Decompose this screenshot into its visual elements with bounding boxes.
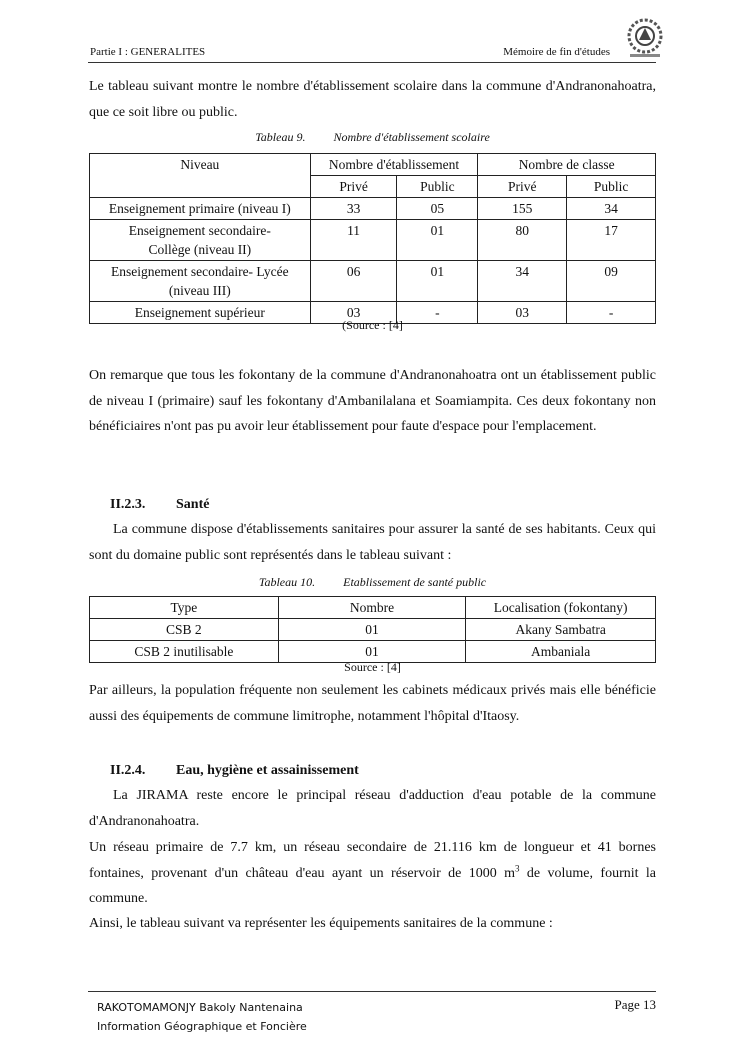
- network-text-b: de volume, fournit la commune.: [89, 865, 657, 907]
- cell-classe-public: 34: [567, 198, 656, 220]
- col-header-niveau: Niveau: [90, 154, 311, 198]
- cell-classe-prive: 80: [478, 220, 567, 261]
- cell-niveau: Enseignement supérieur: [90, 302, 311, 324]
- school-logo-icon: [624, 16, 666, 62]
- cell-etab-prive: 06: [310, 261, 397, 302]
- cell-classe-prive: 155: [478, 198, 567, 220]
- header-document-type: Mémoire de fin d'études: [503, 46, 610, 58]
- footer-program: Information Géographique et Foncière: [97, 1020, 307, 1033]
- cell-classe-public: 09: [567, 261, 656, 302]
- col-header-classe: Nombre de classe: [478, 154, 656, 176]
- health-establishments-table: [89, 596, 656, 663]
- cell-classe-public: -: [567, 302, 656, 324]
- table10-caption-title: Etablissement de santé public: [343, 575, 487, 589]
- jirama-paragraph: La JIRAMA reste encore le principal réseau d'adduction d'eau potable de la commune d'Andranonahoatra.: [89, 788, 656, 829]
- header-rule: [88, 62, 656, 63]
- table10-caption: [0, 575, 745, 590]
- subheader-classe-prive: Privé: [478, 176, 567, 198]
- cell-etab-public: 01: [397, 261, 478, 302]
- cell-nombre: 01: [278, 619, 466, 641]
- table9-caption-number: Tableau 9.: [255, 130, 306, 144]
- section-title-sante: Santé: [176, 497, 210, 512]
- table-row: [90, 220, 656, 261]
- subheader-etab-public: Public: [397, 176, 478, 198]
- cell-classe-prive: 03: [478, 302, 567, 324]
- private-clinics-paragraph: Par ailleurs, la population fréquente non seulement les cabinets médicaux privés mais elle bénéficie aussi des équipements de commune limitrophe, notamment l'hôpital d'Itaosy.: [89, 683, 656, 724]
- cell-localisation: Akany Sambatra: [466, 619, 656, 641]
- table10-caption-number: Tableau 10.: [258, 575, 316, 589]
- intro-paragraph: Le tableau suivant montre le nombre d'établissement scolaire dans la commune d'Andranonahoatra, que ce soit libre ou public.: [89, 79, 656, 120]
- cell-etab-prive: 03: [310, 302, 397, 324]
- col-header-localisation: Localisation (fokontany): [466, 597, 656, 619]
- table-row: [90, 198, 656, 220]
- cell-type: CSB 2 inutilisable: [90, 641, 279, 663]
- table-row: [90, 261, 656, 302]
- cell-niveau: Enseignement secondaire- Lycée (niveau III): [90, 261, 311, 302]
- table9-caption: [0, 130, 745, 145]
- footer-rule: [88, 991, 656, 992]
- table9-caption-title: Nombre d'établissement scolaire: [333, 130, 490, 144]
- network-paragraph: [89, 835, 656, 912]
- col-header-nombre: Nombre: [278, 597, 466, 619]
- table10-source: Source : [4]: [344, 660, 401, 674]
- section-title-eau: Eau, hygiène et assainissement: [176, 763, 359, 778]
- ainsi-paragraph: Ainsi, le tableau suivant va représenter les équipements sanitaires de la commune :: [89, 916, 553, 931]
- cell-etab-public: 01: [397, 220, 478, 261]
- cell-type: CSB 2: [90, 619, 279, 641]
- subheader-classe-public: Public: [567, 176, 656, 198]
- cell-etab-prive: 33: [310, 198, 397, 220]
- cell-etab-public: -: [397, 302, 478, 324]
- network-unit-exponent: 3: [515, 862, 520, 873]
- section-number-eau: II.2.4.: [110, 763, 146, 778]
- footer-author: RAKOTOMAMONJY Bakoly Nantenaina: [97, 1001, 303, 1014]
- page-number: Page 13: [614, 997, 656, 1012]
- subheader-etab-prive: Privé: [310, 176, 397, 198]
- section-number-sante: II.2.3.: [110, 497, 146, 512]
- col-header-etablissement: Nombre d'établissement: [310, 154, 478, 176]
- cell-etab-prive: 11: [310, 220, 397, 261]
- school-establishments-table: [89, 153, 656, 324]
- cell-etab-public: 05: [397, 198, 478, 220]
- cell-niveau: Enseignement primaire (niveau I): [90, 198, 311, 220]
- cell-localisation: Ambaniala: [466, 641, 656, 663]
- cell-classe-prive: 34: [478, 261, 567, 302]
- network-text-a: Un réseau primaire de 7.7 km, un réseau secondaire de 21.116 km de longueur et 41 bornes fontaines, provenant d'un château d'eau ayant un réservoir de 1000 m: [89, 840, 656, 881]
- cell-nombre: 01: [278, 641, 466, 663]
- table-row: [90, 619, 656, 641]
- sante-paragraph: La commune dispose d'établissements sanitaires pour assurer la santé de ses habitants. Ceux qui sont du domaine public sont représentés dans le tableau suivant :: [89, 522, 656, 563]
- fokontany-paragraph: On remarque que tous les fokontany de la commune d'Andranonahoatra ont un établissement public de niveau I (primaire) sauf les fokontany d'Ambanilalana et Soamiampita. Ces deux fokontany non bénéficiaires n'ont pas pu avoir leur établissement pour faute d'espace pour l'emplacement.: [89, 368, 656, 435]
- table9-source: (Source : [4]: [342, 318, 403, 332]
- col-header-type: Type: [90, 597, 279, 619]
- cell-classe-public: 17: [567, 220, 656, 261]
- header-part-title: Partie I : GENERALITES: [90, 46, 206, 58]
- cell-niveau: Enseignement secondaire-Collège (niveau II): [90, 220, 311, 261]
